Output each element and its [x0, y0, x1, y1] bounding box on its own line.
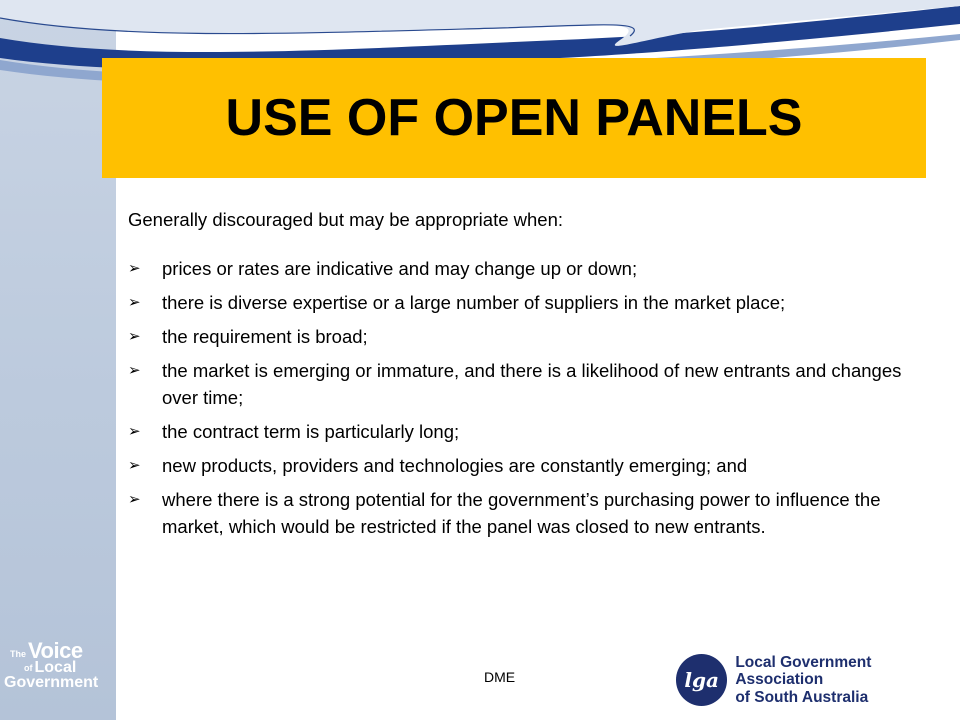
arrow-bullet-icon: ➢ — [128, 362, 141, 379]
slide-content — [128, 206, 928, 547]
list-item — [128, 418, 928, 445]
list-item — [128, 357, 928, 411]
list-item — [128, 255, 928, 282]
logo-of: of — [24, 663, 33, 673]
list-item — [128, 289, 928, 316]
list-item — [128, 323, 928, 350]
arrow-bullet-icon: ➢ — [128, 457, 141, 474]
arrow-bullet-icon: ➢ — [128, 328, 141, 345]
bullet-text: new products, providers and technologies are constantly emerging; and — [162, 455, 748, 476]
lga-logo — [676, 652, 960, 708]
bullet-text: the market is emerging or immature, and there is a likelihood of new entrants and changes over time; — [162, 360, 902, 408]
bullet-list — [128, 255, 928, 540]
arrow-bullet-icon: ➢ — [128, 491, 141, 508]
lga-name: Local Government Association — [735, 654, 872, 689]
intro-text: Generally discouraged but may be appropriate when: — [128, 209, 564, 230]
arrow-bullet-icon: ➢ — [128, 260, 141, 277]
bullet-text: prices or rates are indicative and may change up or down; — [162, 258, 638, 279]
lga-region: of South Australia — [735, 688, 869, 706]
slide-title: USE OF OPEN PANELS — [225, 89, 803, 147]
bullet-text: the requirement is broad; — [162, 326, 368, 347]
logo-voice: Voice — [28, 638, 83, 663]
lga-wordmark — [735, 654, 960, 705]
lga-emblem-icon — [676, 654, 727, 706]
logo-local: Local — [34, 659, 77, 676]
logo-the: The — [10, 649, 27, 659]
lga-mark: lga — [684, 668, 719, 692]
arrow-bullet-icon: ➢ — [128, 423, 141, 440]
list-item — [128, 486, 928, 540]
title-panel — [102, 58, 926, 178]
arrow-bullet-icon: ➢ — [128, 294, 141, 311]
footer-label: DME — [484, 669, 516, 685]
logo-government: Government — [4, 674, 99, 691]
list-item — [128, 452, 928, 479]
bullet-text: where there is a strong potential for the government’s purchasing power to influence the market, which would be restricted if the panel was closed to new entrants. — [162, 489, 881, 537]
bullet-text: the contract term is particularly long; — [162, 421, 460, 442]
voice-of-local-government-logo — [4, 640, 112, 691]
bullet-text: there is diverse expertise or a large number of suppliers in the market place; — [162, 292, 786, 313]
